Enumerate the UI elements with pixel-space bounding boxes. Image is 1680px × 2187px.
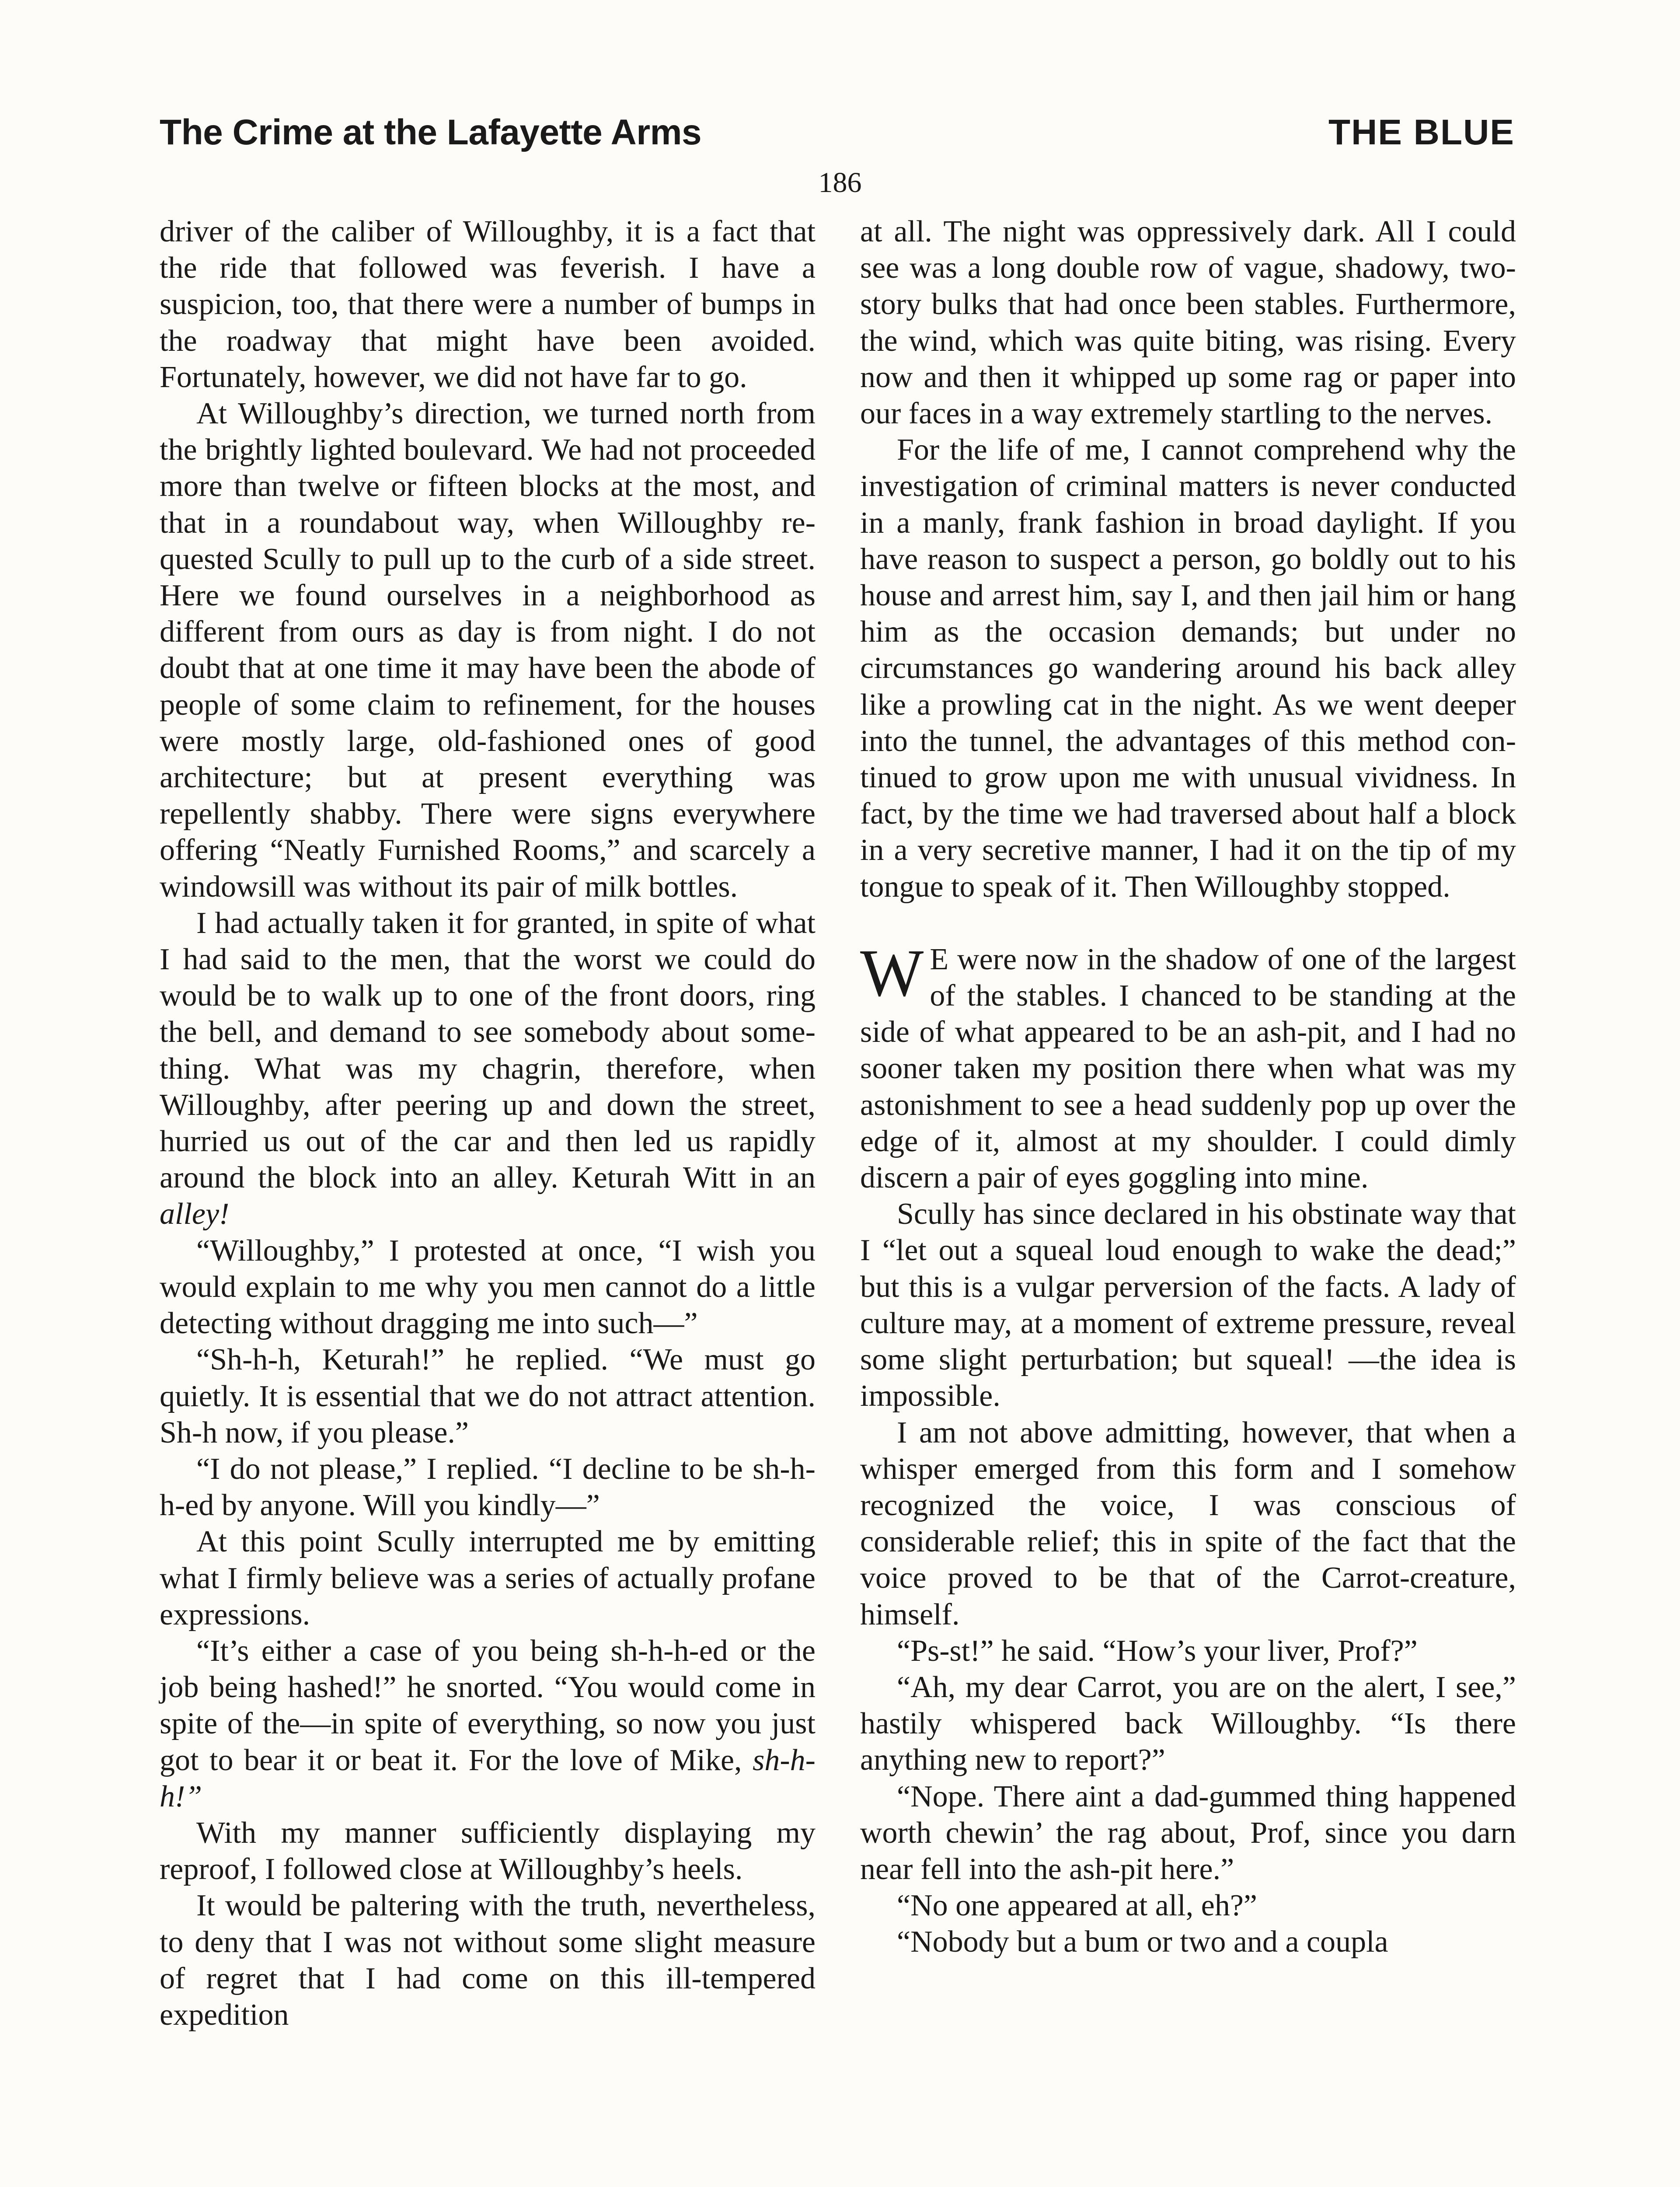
right-column: [860, 213, 1516, 1960]
paragraph: “Nobody but a bum or two and a coupla: [897, 1925, 1388, 1959]
emphasis-alley: alley!: [160, 1197, 230, 1231]
paragraph: It would be paltering with the truth, nevertheless, to deny that I was not without some slight measure of regret that I had come on this ill-tempered expedition: [160, 1889, 816, 2032]
running-title: The Crime at the Lafayette Arms: [160, 112, 702, 152]
paragraph: [160, 1633, 816, 1815]
paragraph: driver of the caliber of Willoughby, it is a fact that the ride that followed was feverish. I have a suspicion, too, that there were a number of bumps in the roadway that might have been avoided. Fortunately, however, we did not have far to go.: [160, 215, 816, 394]
paragraph: “Nope. There aint a dad-gummed thing happened worth chewin’ the rag about, Prof, since you darn near fell into the ash-pit here.”: [860, 1779, 1516, 1886]
paragraph-text: I had actually taken it for granted, in spite of what I had said to the men, that the worst we could do would be to walk up to one of the front doors, ring the bell, and demand to see somebody about something. What was my chagrin, therefore, when Willoughby, after peering up and down the street, hurried us out of the car and then led us rapidly around the block into an alley. Keturah Witt in an: [160, 906, 816, 1195]
magazine-name: THE BLUE: [1328, 112, 1515, 152]
paragraph: Scully has since declared in his obstinate way that I “let out a squeal loud enough to wake the dead;” but this is a vulgar perversion of the facts. A lady of culture may, at a moment of extreme pressure, reveal some slight perturbation; but squeal! —the idea is impossible.: [860, 1197, 1516, 1413]
paragraph: “I do not please,” I replied. “I decline to be sh-h-h-ed by anyone. Will you kindly—”: [160, 1452, 816, 1523]
paragraph-text: E were now in the shadow of one of the largest of the stables. I chanced to be standing at the side of what appeared to be an ash-pit, and I had no sooner taken my position there when what was my astonishment to see a head suddenly pop up over the edge of it, almost at my shoulder. I could dimly discern a pair of eyes goggling into mine.: [860, 942, 1516, 1195]
paragraph: “No one appeared at all, eh?”: [897, 1889, 1257, 1923]
page-number: 186: [818, 167, 862, 199]
paragraph: “Sh-h-h, Keturah!” he replied. “We must go quietly. It is essential that we do not attract attention. Sh-h now, if you please.”: [160, 1343, 816, 1450]
left-column: [160, 213, 816, 2033]
paragraph: [160, 905, 816, 1233]
paragraph: At this point Scully interrupted me by emitting what I firmly believe was a series of actually profane expressions.: [160, 1525, 816, 1632]
section-break: [860, 905, 1516, 941]
paragraph: With my manner sufficiently displaying my reproof, I followed close at Willoughby’s heels.: [160, 1816, 816, 1887]
drop-cap: W: [860, 936, 924, 1010]
paragraph: For the life of me, I cannot comprehend why the investigation of criminal matters is never conducted in a manly, frank fashion in broad daylight. If you have reason to suspect a person, go boldly out to his house and arrest him, say I, and then jail him or hang him as the occasion demands; but under no circumstances go wandering around his back alley like a prowling cat in the night. As we went deeper into the tunnel, the advantages of this method continued to grow upon me with unusual vividness. In fact, by the time we had traversed about half a block in a very secretive manner, I had it on the tip of my tongue to speak of it. Then Willoughby stopped.: [860, 433, 1516, 904]
paragraph: “Ps-st!” he said. “How’s your liver, Prof?”: [897, 1634, 1418, 1668]
paragraph-text: “It’s either a case of you being sh-h-h-ed or the job being hashed!” he snorted. “You would come in spite of the—in spite of everything, so now you just got to bear it or beat it. For the love of Mike,: [160, 1634, 816, 1777]
emphasis-shh: sh-h-h!”: [160, 1743, 816, 1813]
paragraph: at all. The night was oppressively dark. All I could see was a long double row of vague, shadowy, two-story bulks that had once been stables. Furthermore, the wind, which was quite biting, was rising. Every now and then it whipped up some rag or paper into our faces in a way extremely startling to the nerves.: [860, 215, 1516, 431]
dropcap-paragraph: [860, 936, 1516, 1196]
paragraph: “Ah, my dear Carrot, you are on the alert, I see,” hastily whispered back Willoughby. “Is there anything new to report?”: [860, 1670, 1516, 1777]
paragraph: At Willoughby’s direction, we turned north from the brightly lighted boulevard. We had not proceeded more than twelve or fifteen blocks at the most, and that in a roundabout way, when Willoughby requested Scully to pull up to the curb of a side street. Here we found ourselves in a neighborhood as different from ours as day is from night. I do not doubt that at one time it may have been the abode of people of some claim to refinement, for the houses were mostly large, old-fashioned ones of good architecture; but at present everything was repellently shabby. There were signs everywhere offering “Neatly Furnished Rooms,” and scarcely a windowsill was without its pair of milk bottles.: [160, 397, 816, 904]
paragraph: “Willoughby,” I protested at once, “I wish you would explain to me why you men cannot do a little detecting without dragging me into such—”: [160, 1233, 816, 1341]
paragraph: I am not above admitting, however, that when a whisper emerged from this form and I somehow recognized the voice, I was conscious of considerable relief; this in spite of the fact that the voice proved to be that of the Carrot-creature, himself.: [860, 1415, 1516, 1632]
